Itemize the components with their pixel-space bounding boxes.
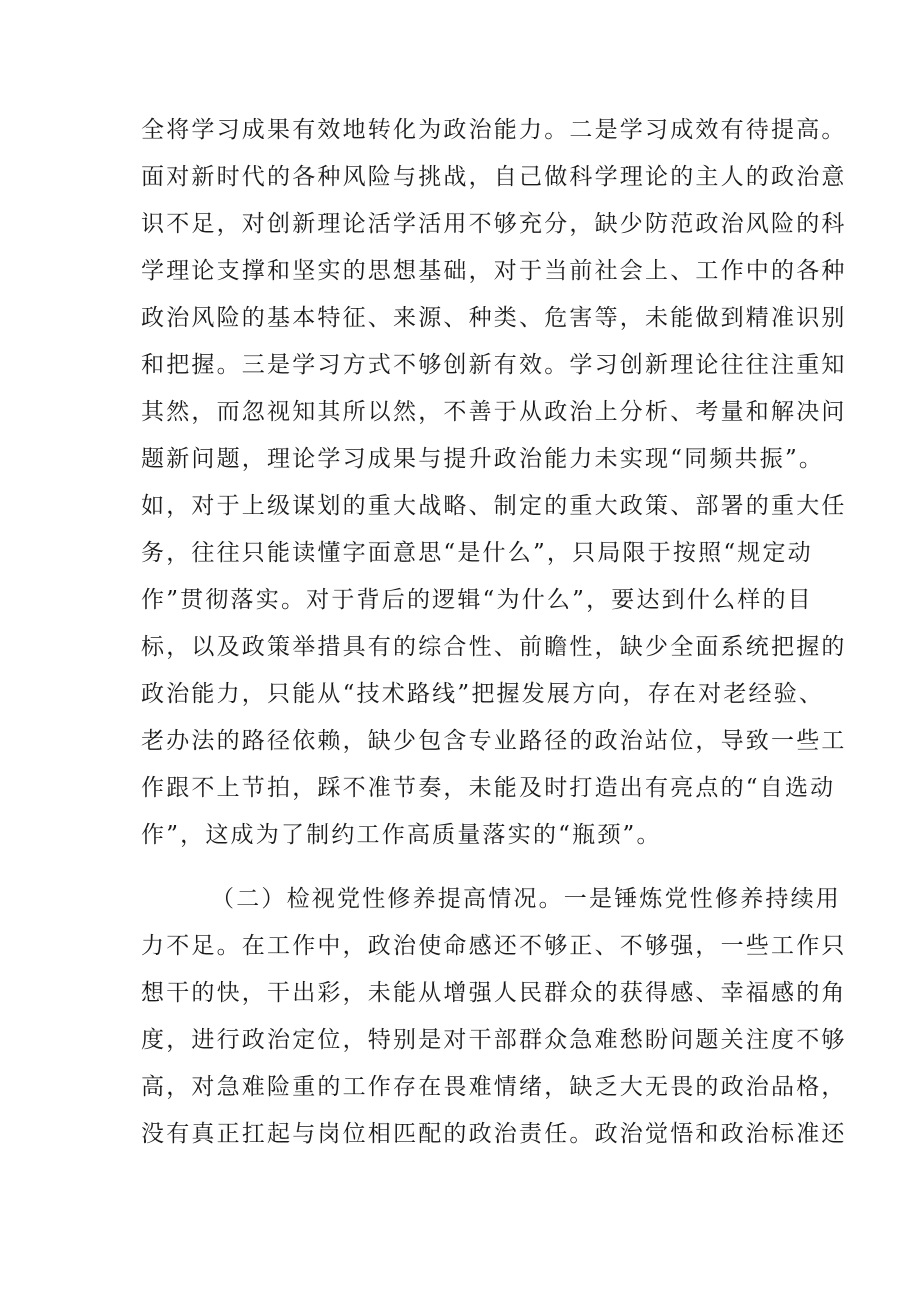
text-line: 如，对于上级谋划的重大战略、制定的重大政策、部署的重大任	[141, 493, 847, 519]
text-line: 其然，而忽视知其所以然，不善于从政治上分析、考量和解决问	[141, 399, 847, 425]
text-line-indented: （二）检视党性修养提高情况。一是锤炼党性修养持续用	[211, 886, 841, 912]
text-line: 作”贯彻落实。对于背后的逻辑“为什么”，要达到什么样的目	[141, 587, 813, 613]
text-line: 和把握。三是学习方式不够创新有效。学习创新理论往往注重知	[141, 352, 847, 378]
text-line: 没有真正扛起与岗位相匹配的政治责任。政治觉悟和政治标准还	[141, 1121, 847, 1147]
paragraph-continuation	[141, 107, 847, 859]
text-line: 作”，这成为了制约工作高质量落实的“瓶颈”。	[141, 822, 662, 848]
text-line: 作跟不上节拍，踩不准节奏，未能及时打造出有亮点的“自选动	[141, 775, 836, 801]
text-line: 面对新时代的各种风险与挑战，自己做科学理论的主人的政治意	[141, 164, 847, 190]
text-line: 想干的快，干出彩，未能从增强人民群众的获得感、幸福感的角	[141, 980, 847, 1006]
text-line: 力不足。在工作中，政治使命感还不够正、不够强，一些工作只	[141, 933, 847, 959]
text-line: 度，进行政治定位，特别是对干部群众急难愁盼问题关注度不够	[141, 1027, 847, 1053]
text-line: 学理论支撑和坚实的思想基础，对于当前社会上、工作中的各种	[141, 258, 847, 284]
text-line: 老办法的路径依赖，缺少包含专业路径的政治站位，导致一些工	[141, 728, 847, 754]
text-line: 全将学习成果有效地转化为政治能力。二是学习成效有待提高。	[141, 117, 847, 143]
text-line: 标，以及政策举措具有的综合性、前瞻性，缺少全面系统把握的	[141, 634, 847, 660]
paragraph-section-2	[141, 876, 847, 1158]
text-line: 高，对急难险重的工作存在畏难情绪，缺乏大无畏的政治品格，	[141, 1074, 847, 1100]
text-line: 识不足，对创新理论活学活用不够充分，缺少防范政治风险的科	[141, 211, 847, 237]
text-line: 政治能力，只能从“技术路线”把握发展方向，存在对老经验、	[141, 681, 825, 707]
text-line: 政治风险的基本特征、来源、种类、危害等，未能做到精准识别	[141, 305, 847, 331]
text-line: 务，往往只能读懂字面意思“是什么”，只局限于按照“规定动	[141, 540, 813, 566]
text-line: 题新问题，理论学习成果与提升政治能力未实现“同频共振”。	[141, 446, 825, 472]
